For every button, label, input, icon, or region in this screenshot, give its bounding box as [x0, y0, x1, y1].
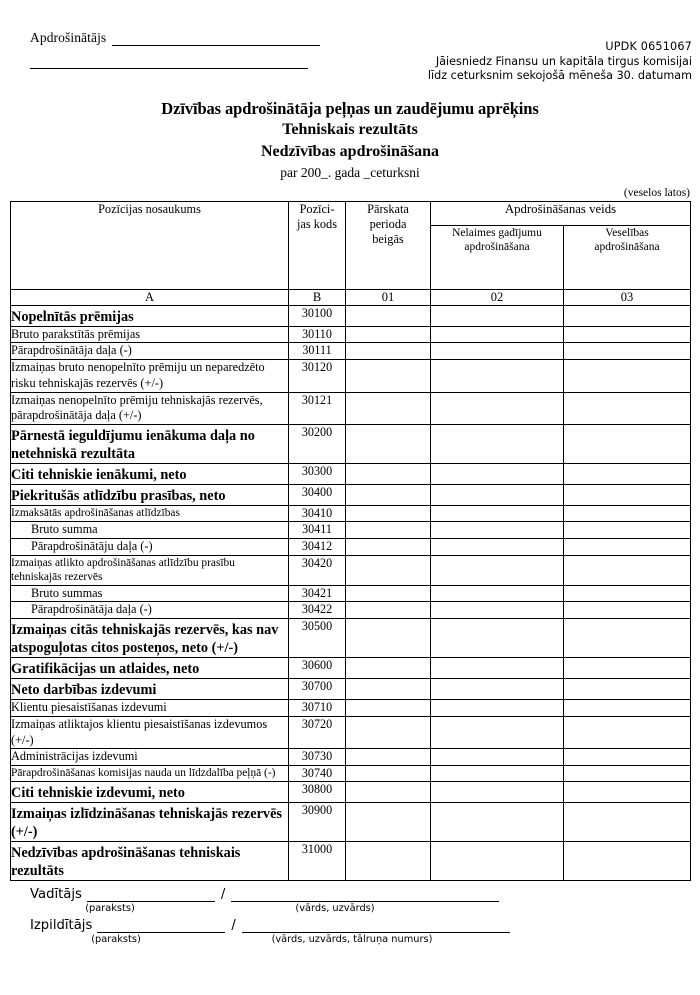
table-row	[11, 749, 691, 766]
row-position-code: 30700	[289, 679, 346, 700]
row-position-code: 31000	[289, 842, 346, 881]
column-header-position-code	[289, 201, 346, 289]
value-cell-accident-insurance[interactable]	[431, 803, 564, 842]
row-label: Izmaiņas atlikto apdrošināšanas atlīdzību prasību tehniskajās rezervēs	[11, 555, 289, 585]
row-position-code: 30900	[289, 803, 346, 842]
row-label: Gratifikācijas un atlaides, neto	[11, 658, 289, 679]
value-cell-accident-insurance[interactable]	[431, 555, 564, 585]
value-cell-accident-insurance[interactable]	[431, 360, 564, 392]
preparer-name-input[interactable]	[242, 919, 510, 933]
insurer-input-line-1[interactable]	[112, 33, 320, 46]
row-position-code: 30421	[289, 585, 346, 602]
insurer-field-block	[30, 30, 320, 69]
manager-signature-row	[30, 887, 700, 902]
accident-line-1: Nelaimes gadījumu	[452, 226, 542, 239]
value-cell-accident-insurance[interactable]	[431, 619, 564, 658]
title-block	[0, 98, 700, 181]
row-position-code: 30710	[289, 700, 346, 717]
column-header-health-insurance	[564, 225, 691, 289]
manager-role-label: Vadītājs	[30, 887, 82, 903]
value-cell-health-insurance[interactable]	[564, 842, 691, 881]
preparer-signature-group	[30, 918, 700, 945]
filing-instruction-line-1: Jāiesniedz Finansu un kapitāla tirgus komisijai	[435, 54, 692, 68]
row-position-code: 30121	[289, 392, 346, 424]
units-note: (veselos latos)	[623, 186, 690, 199]
value-cell-accident-insurance[interactable]	[431, 766, 564, 782]
value-cell-period-end[interactable]	[346, 522, 431, 539]
filing-instructions-block	[428, 40, 692, 84]
row-position-code: 30600	[289, 658, 346, 679]
value-cell-health-insurance[interactable]	[564, 782, 691, 803]
manager-signature-input[interactable]	[87, 888, 215, 902]
column-number-02: 02	[431, 289, 564, 305]
table-row	[11, 700, 691, 717]
preparer-caption-name: (vārds, uzvārds, tālruņa numurs)	[271, 934, 433, 946]
period-line-1: Pārskata	[367, 201, 409, 216]
preparer-signature-row	[30, 918, 700, 933]
table-row	[11, 842, 691, 881]
value-cell-period-end[interactable]	[346, 464, 431, 485]
value-cell-accident-insurance[interactable]	[431, 464, 564, 485]
row-position-code: 30720	[289, 716, 346, 748]
column-header-period-end	[346, 201, 431, 289]
position-code-line-2: jas kods	[297, 216, 337, 231]
table-row	[11, 658, 691, 679]
value-cell-health-insurance[interactable]	[564, 538, 691, 555]
value-cell-accident-insurance[interactable]	[431, 522, 564, 539]
row-label: Piekritušās atlīdzību prasības, neto	[11, 485, 289, 506]
row-position-code: 30500	[289, 619, 346, 658]
row-label: Pārnestā ieguldījumu ienākuma daļa no netehniskā rezultāta	[11, 425, 289, 464]
value-cell-accident-insurance[interactable]	[431, 658, 564, 679]
value-cell-health-insurance[interactable]	[564, 343, 691, 360]
table-head	[11, 201, 691, 305]
insurer-input-line-2[interactable]	[30, 57, 308, 69]
row-position-code: 30120	[289, 360, 346, 392]
row-label: Bruto summas	[11, 585, 289, 602]
value-cell-accident-insurance[interactable]	[431, 506, 564, 522]
value-cell-health-insurance[interactable]	[564, 555, 691, 585]
value-cell-accident-insurance[interactable]	[431, 343, 564, 360]
column-number-03: 03	[564, 289, 691, 305]
value-cell-period-end[interactable]	[346, 716, 431, 748]
row-position-code: 30730	[289, 749, 346, 766]
value-cell-health-insurance[interactable]	[564, 522, 691, 539]
table-row	[11, 803, 691, 842]
page-title: Dzīvības apdrošinātāja peļņas un zaudējumu aprēķins	[161, 99, 539, 118]
table-row	[11, 766, 691, 782]
row-label: Citi tehniskie izdevumi, neto	[11, 782, 289, 803]
value-cell-health-insurance[interactable]	[564, 716, 691, 748]
row-position-code: 30100	[289, 305, 346, 326]
value-cell-accident-insurance[interactable]	[431, 538, 564, 555]
value-cell-health-insurance[interactable]	[564, 803, 691, 842]
manager-captions	[30, 903, 700, 914]
value-cell-period-end[interactable]	[346, 425, 431, 464]
preparer-slash: /	[231, 918, 236, 934]
value-cell-accident-insurance[interactable]	[431, 485, 564, 506]
row-position-code: 30800	[289, 782, 346, 803]
value-cell-accident-insurance[interactable]	[431, 305, 564, 326]
value-cell-health-insurance[interactable]	[564, 602, 691, 619]
row-label: Administrācijas izdevumi	[11, 749, 289, 766]
table-row	[11, 305, 691, 326]
value-cell-period-end[interactable]	[346, 538, 431, 555]
value-cell-health-insurance[interactable]	[564, 700, 691, 717]
preparer-role-label: Izpildītājs	[30, 918, 93, 934]
value-cell-health-insurance[interactable]	[564, 326, 691, 343]
value-cell-accident-insurance[interactable]	[431, 425, 564, 464]
row-position-code: 30412	[289, 538, 346, 555]
manager-name-input[interactable]	[231, 888, 499, 902]
value-cell-period-end[interactable]	[346, 360, 431, 392]
row-position-code: 30111	[289, 343, 346, 360]
value-cell-period-end[interactable]	[346, 700, 431, 717]
value-cell-period-end[interactable]	[346, 585, 431, 602]
page-subtitle-2: Nedzīvības apdrošināšana	[261, 143, 439, 161]
form-code: UPDK 0651067	[605, 40, 692, 53]
row-position-code: 30200	[289, 425, 346, 464]
value-cell-period-end[interactable]	[346, 602, 431, 619]
manager-signature-group	[30, 887, 700, 914]
form-table-container	[0, 201, 700, 881]
preparer-captions	[30, 934, 700, 945]
value-cell-accident-insurance[interactable]	[431, 585, 564, 602]
document-header	[0, 0, 700, 90]
manager-caption-signature: (paraksts)	[85, 903, 135, 915]
column-header-accident-insurance	[431, 225, 564, 289]
row-position-code: 30740	[289, 766, 346, 782]
value-cell-accident-insurance[interactable]	[431, 782, 564, 803]
column-letter-a: A	[11, 289, 289, 305]
health-line-2: apdrošināšana	[594, 240, 660, 253]
column-number-01: 01	[346, 289, 431, 305]
value-cell-accident-insurance[interactable]	[431, 679, 564, 700]
page-subtitle-1: Tehniskais rezultāts	[282, 121, 418, 139]
filing-instruction-line-2: līdz ceturksnim sekojošā mēneša 30. datumam	[427, 69, 692, 83]
value-cell-period-end[interactable]	[346, 555, 431, 585]
profit-loss-table	[10, 201, 691, 881]
row-label: Klientu piesaistīšanas izdevumi	[11, 700, 289, 717]
value-cell-health-insurance[interactable]	[564, 425, 691, 464]
value-cell-period-end[interactable]	[346, 749, 431, 766]
table-row	[11, 392, 691, 424]
value-cell-period-end[interactable]	[346, 392, 431, 424]
row-position-code: 30420	[289, 555, 346, 585]
value-cell-health-insurance[interactable]	[564, 619, 691, 658]
insurer-label: Apdrošinātājs	[30, 30, 107, 45]
table-row	[11, 360, 691, 392]
table-row	[11, 343, 691, 360]
accident-line-2: apdrošināšana	[464, 240, 530, 253]
value-cell-accident-insurance[interactable]	[431, 392, 564, 424]
value-cell-accident-insurance[interactable]	[431, 326, 564, 343]
period-line-3: beigās	[372, 231, 404, 246]
value-cell-period-end[interactable]	[346, 326, 431, 343]
value-cell-accident-insurance[interactable]	[431, 842, 564, 881]
manager-slash: /	[220, 887, 226, 903]
row-label: Pārapdrošinātāja daļa (-)	[11, 602, 289, 619]
value-cell-accident-insurance[interactable]	[431, 716, 564, 748]
row-position-code: 30110	[289, 326, 346, 343]
value-cell-health-insurance[interactable]	[564, 766, 691, 782]
table-row	[11, 602, 691, 619]
row-label: Izmaiņas bruto nenopelnīto prēmiju un neparedzēto risku tehniskajās rezervēs (+/-)	[11, 360, 289, 392]
value-cell-period-end[interactable]	[346, 485, 431, 506]
row-position-code: 30411	[289, 522, 346, 539]
value-cell-health-insurance[interactable]	[564, 485, 691, 506]
value-cell-period-end[interactable]	[346, 842, 431, 881]
row-label: Izmaiņas citās tehniskajās rezervēs, kas nav atspoguļotas citos posteņos, neto (+/-)	[11, 619, 289, 658]
row-position-code: 30410	[289, 506, 346, 522]
reporting-period: par 200_. gada _ceturksni	[280, 164, 420, 180]
row-position-code: 30400	[289, 485, 346, 506]
value-cell-period-end[interactable]	[346, 506, 431, 522]
manager-caption-name: (vārds, uzvārds)	[295, 903, 375, 915]
row-label: Pārapdrošinātāja daļa (-)	[11, 343, 289, 360]
table-column-letters-row	[11, 289, 691, 305]
row-label: Bruto parakstītās prēmijas	[11, 326, 289, 343]
row-label: Pārapdrošināšanas komisijas nauda un līdzdalība peļņā (-)	[11, 766, 289, 782]
row-label: Neto darbības izdevumi	[11, 679, 289, 700]
period-line-2: perioda	[369, 216, 407, 231]
column-header-insurance-type-group: Apdrošināšanas veids	[431, 201, 691, 225]
column-letter-b: B	[289, 289, 346, 305]
row-label: Izmaiņas atliktajos klientu piesaistīšanas izdevumos (+/-)	[11, 716, 289, 748]
value-cell-period-end[interactable]	[346, 305, 431, 326]
row-label: Citi tehniskie ienākumi, neto	[11, 464, 289, 485]
table-row	[11, 326, 691, 343]
table-row	[11, 506, 691, 522]
row-position-code: 30422	[289, 602, 346, 619]
table-row	[11, 716, 691, 748]
table-row	[11, 522, 691, 539]
row-label: Bruto summa	[11, 522, 289, 539]
value-cell-health-insurance[interactable]	[564, 464, 691, 485]
column-header-position-name: Pozīcijas nosaukums	[11, 201, 289, 289]
value-cell-accident-insurance[interactable]	[431, 749, 564, 766]
row-label: Izmaiņas izlīdzināšanas tehniskajās rezervēs (+/-)	[11, 803, 289, 842]
value-cell-health-insurance[interactable]	[564, 585, 691, 602]
table-row	[11, 464, 691, 485]
table-row	[11, 555, 691, 585]
table-body	[11, 305, 691, 880]
value-cell-health-insurance[interactable]	[564, 305, 691, 326]
table-row	[11, 485, 691, 506]
table-row	[11, 585, 691, 602]
preparer-caption-signature: (paraksts)	[91, 934, 141, 946]
row-label: Nopelnītās prēmijas	[11, 305, 289, 326]
value-cell-period-end[interactable]	[346, 679, 431, 700]
value-cell-health-insurance[interactable]	[564, 658, 691, 679]
table-header-row	[11, 201, 691, 225]
value-cell-health-insurance[interactable]	[564, 392, 691, 424]
signature-block	[0, 881, 700, 945]
row-label: Izmaiņas nenopelnīto prēmiju tehniskajās rezervēs, pārapdrošinātāja daļa (+/-)	[11, 392, 289, 424]
position-code-line-1: Pozīci-	[299, 201, 335, 216]
row-label: Nedzīvības apdrošināšanas tehniskais rezultāts	[11, 842, 289, 881]
table-row	[11, 425, 691, 464]
table-row	[11, 679, 691, 700]
value-cell-period-end[interactable]	[346, 766, 431, 782]
value-cell-health-insurance[interactable]	[564, 749, 691, 766]
table-row	[11, 782, 691, 803]
value-cell-accident-insurance[interactable]	[431, 602, 564, 619]
value-cell-health-insurance[interactable]	[564, 506, 691, 522]
value-cell-period-end[interactable]	[346, 619, 431, 658]
row-label: Izmaksātās apdrošināšanas atlīdzības	[11, 506, 289, 522]
row-label: Pārapdrošinātāju daļa (-)	[11, 538, 289, 555]
preparer-signature-input[interactable]	[97, 919, 225, 933]
row-position-code: 30300	[289, 464, 346, 485]
value-cell-period-end[interactable]	[346, 343, 431, 360]
value-cell-period-end[interactable]	[346, 803, 431, 842]
value-cell-period-end[interactable]	[346, 658, 431, 679]
table-row	[11, 538, 691, 555]
insurer-field-row	[30, 30, 320, 46]
health-line-1: Veselības	[605, 226, 649, 239]
table-row	[11, 619, 691, 658]
value-cell-accident-insurance[interactable]	[431, 700, 564, 717]
value-cell-period-end[interactable]	[346, 782, 431, 803]
value-cell-health-insurance[interactable]	[564, 360, 691, 392]
value-cell-health-insurance[interactable]	[564, 679, 691, 700]
